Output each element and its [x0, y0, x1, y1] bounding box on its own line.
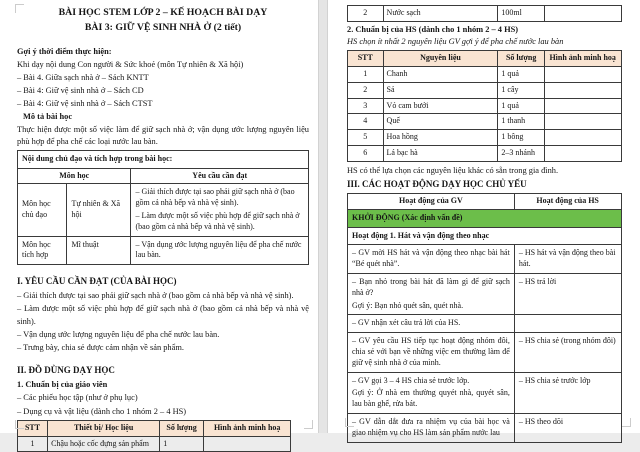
hs-cell: – HS theo dõi	[514, 413, 621, 442]
table-row: 4 Quế 1 thanh	[348, 114, 622, 130]
gv-cell: – GV gọi 3 – 4 HS chia sẻ trước lớp. Gợi ý: Ở nhà em thường quyét nhà, quyét sân, lau bàn ghế, rửa bát.	[348, 372, 515, 413]
subject-name: Tự nhiên & Xã hội	[67, 184, 131, 236]
text-boundary-mark	[304, 420, 313, 429]
image-placeholder-cell	[544, 130, 621, 146]
description-heading: Mô tả bài học	[23, 112, 73, 122]
document-title-line2: BÀI 3: GIỮ VỆ SINH NHÀ Ở (2 tiết)	[84, 21, 242, 33]
page-separator	[318, 0, 328, 433]
ingredient-table	[347, 50, 622, 162]
hs-cell: – HS chia sẻ (trong nhóm đôi)	[514, 333, 621, 372]
image-placeholder-cell	[544, 82, 621, 98]
teacher-prep-heading: 1. Chuẩn bị của giáo viên	[17, 380, 108, 390]
col-header-hs: Hoạt động của HS	[514, 193, 621, 209]
table-row: 2 Nước sạch 100ml	[348, 6, 622, 22]
gv-cell: – GV yêu cầu HS tiếp tục hoạt động nhóm đôi, chia sẻ với bạn về những việc em thường làm để giữ vệ sinh nhà ở của mình.	[348, 333, 515, 372]
gv-cell: – GV dẫn dắt đưa ra nhiệm vụ của bài học và giao nhiệm vụ cho HS làm sản phẩm nước lau	[348, 413, 515, 442]
table-row	[348, 315, 622, 333]
equipment-table	[17, 420, 291, 452]
table-header-row	[18, 168, 309, 184]
section-1-bullet: – Giải thích được tại sao phải giữ sạch nhà ở (bao gồm cả nhà bếp và nhà vệ sinh).	[17, 291, 294, 301]
hs-cell: – HS trả lời	[514, 273, 621, 314]
section-3-heading: III. CÁC HOẠT ĐỘNG DẠY HỌC CHỦ YẾU	[347, 178, 527, 189]
table-row	[348, 273, 622, 314]
student-prep-note: HS chọn ít nhất 2 nguyên liệu GV gợi ý để pha chế nước lau bàn	[347, 36, 564, 46]
subject-role: Môn học tích hợp	[18, 236, 67, 265]
table-row	[18, 184, 309, 236]
teacher-prep-item: – Các phiếu học tập (như ở phụ lục)	[17, 393, 138, 403]
table-row	[18, 236, 309, 265]
suggest-heading: Gợi ý thời điểm thực hiện:	[17, 47, 112, 57]
document-page-1	[0, 0, 318, 448]
gv-cell: – Bạn nhỏ trong bài hát đã làm gì để giữ sạch nhà ở? Gợi ý: Bạn nhỏ quét sân, quét nhà.	[348, 273, 515, 314]
student-prep-heading: 2. Chuẩn bị của HS (dành cho 1 nhóm 2 – 4 HS)	[347, 24, 519, 34]
content-integration-table	[17, 150, 309, 265]
subject-requirements: – Vận dụng ước lượng nguyên liệu để pha chế nước lau bàn.	[131, 236, 309, 265]
suggest-item: – Bài 4. Giữa sạch nhà ở – Sách KNTT	[17, 72, 149, 82]
ingredient-note: HS có thể lựa chọn các nguyên liệu khác có sẵn trong gia đình.	[347, 165, 559, 175]
section-1-bullet: – Vận dụng ước lượng nguyên liệu để pha chế nước lau bàn.	[17, 329, 220, 339]
activities-table	[347, 193, 622, 443]
description-text: Thực hiện được một số việc làm để giữ sạch nhà ở; vận dụng ước lượng nguyên liệu phù hợp để pha chế các loại nước lau bàn.	[17, 124, 309, 146]
section-1-bullet: – Trưng bày, chia sẻ được cảm nhận về sản phẩm.	[17, 343, 184, 353]
document-title-line1: BÀI HỌC STEM LỚP 2 – KẾ HOẠCH BÀI DẠY	[58, 7, 268, 18]
table-caption: Nội dung chủ đạo và tích hợp trong bài học:	[18, 150, 309, 168]
subject-requirements: – Giải thích được tại sao phải giữ sạch nhà ở (bao gồm cả nhà bếp và nhà vệ sinh). – Làm được một số việc phù hợp để giữ sạch nhà ở (bao gồm cả nhà bếp và nhà vệ sinh).	[131, 184, 309, 236]
table-header-row	[348, 193, 622, 209]
subject-role: Môn học chủ đạo	[18, 184, 67, 236]
col-header-requirement: Yêu cầu cần đạt	[131, 168, 309, 184]
table-caption-row	[18, 150, 309, 168]
gv-cell: – GV nhận xét câu trả lời của HS.	[348, 315, 515, 333]
suggest-intro: Khi dạy nội dung Con người & Sức khoẻ (môn Tự nhiên & Xã hội)	[17, 59, 244, 69]
table-row: 1 Chậu hoặc cốc đựng sản phẩm 1	[18, 436, 291, 452]
section-1-heading: I. YÊU CẦU CẦN ĐẠT (CỦA BÀI HỌC)	[17, 276, 177, 287]
table-header-row: STT Nguyên liệu Số lượng Hình ảnh minh hoạ	[348, 51, 622, 67]
table-row	[348, 413, 622, 442]
table-row: 1 Chanh 1 quả	[348, 66, 622, 82]
hs-cell: – HS chia sẻ trước lớp	[514, 372, 621, 413]
col-header-gv: Hoạt động của GV	[348, 193, 515, 209]
document-page-2	[328, 0, 640, 437]
image-placeholder-cell	[544, 114, 621, 130]
table-row	[348, 333, 622, 372]
table-row: 2 Sả 1 cây	[348, 82, 622, 98]
suggest-item: – Bài 4: Giữ vệ sinh nhà ở – Sách CD	[17, 85, 144, 95]
image-placeholder-cell	[544, 98, 621, 114]
table-header-row: STT Thiết bị/ Học liệu Số lượng Hình ảnh minh hoạ	[18, 420, 291, 436]
image-placeholder-cell	[544, 66, 621, 82]
text-boundary-mark	[345, 418, 354, 427]
gv-cell: – GV mời HS hát và vận động theo nhạc bài hát “Bé quét nhà”.	[348, 245, 515, 274]
activity-title-row: Hoạt động 1. Hát và vận động theo nhạc	[348, 227, 622, 245]
col-header-subject: Môn học	[18, 168, 131, 184]
suggest-item: – Bài 4: Giữ vệ sinh nhà ở – Sách CTST	[17, 99, 153, 109]
table-row	[348, 372, 622, 413]
subject-name: Mĩ thuật	[67, 236, 131, 265]
teacher-prep-item: – Dụng cụ và vật liệu (dành cho 1 nhóm 2 – 4 HS)	[17, 406, 187, 416]
text-boundary-mark	[15, 4, 24, 13]
hs-cell: – HS hát và vận động theo bài hát.	[514, 245, 621, 274]
table-row: 5 Hoa hồng 1 bông	[348, 130, 622, 146]
phase-row: KHỞI ĐỘNG (Xác định vấn đề)	[348, 209, 622, 227]
hs-cell	[514, 315, 621, 333]
section-1-bullet: – Làm được một số việc phù hợp để giữ sạch nhà ở (bao gồm cả nhà bếp và nhà vệ sinh).	[17, 304, 309, 326]
equipment-table-continued	[347, 5, 622, 22]
image-placeholder-cell	[203, 436, 291, 452]
text-boundary-mark	[15, 420, 24, 429]
table-row	[348, 245, 622, 274]
section-2-heading: II. ĐỒ DÙNG DẠY HỌC	[17, 365, 115, 376]
table-row: 6 Lá bạc hà 2–3 nhánh	[348, 145, 622, 161]
image-placeholder-cell	[544, 145, 621, 161]
table-row: 3 Vỏ cam bưởi 1 quả	[348, 98, 622, 114]
text-boundary-mark	[622, 418, 631, 427]
image-placeholder-cell	[544, 6, 621, 22]
